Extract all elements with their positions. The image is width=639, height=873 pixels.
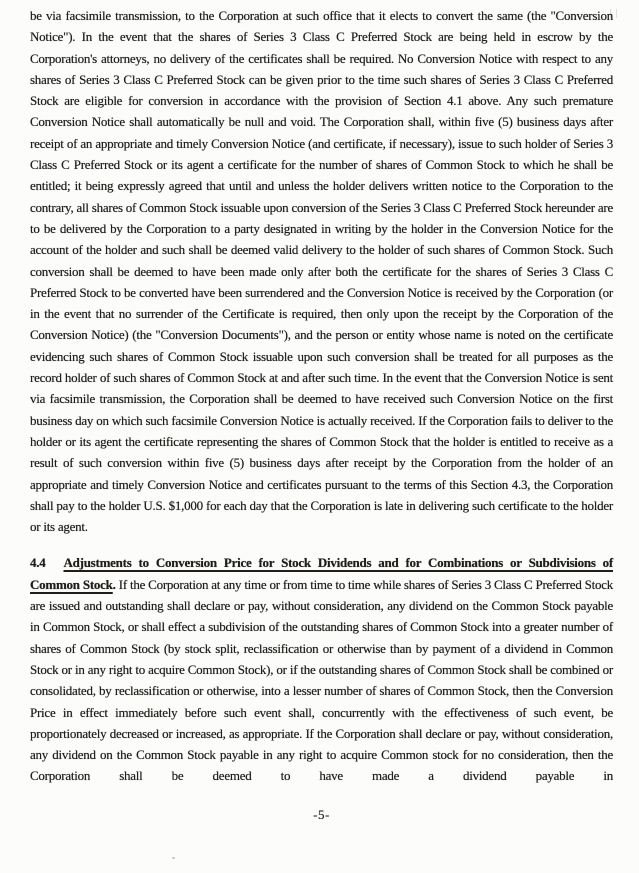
section-body-text: If the Corporation at any time or from time to time while shares of Series 3 Class C Preferred Stock are issued and outstanding shall declare or pay, without consideration, any dividend on the Common Stock payable in Common Stock, or shall effect a subdivision of the outstanding shares of Common Stock into a greater number of shares of Common Stock (by stock split, reclassification or otherwise than by payment of a dividend in Common Stock or in any right to acquire Common Stock), or if the outstanding shares of Common Stock shall be combined or consolidated, by reclassification or otherwise, into a lesser number of shares of Common Stock, then the Conversion Price in effect immediately before such event shall, concurrently with the effectiveness of such event, be proportionately decreased or increased, as appropriate. If the Corporation shall declare or pay, without consideration, any dividend on the Common Stock payable in any right to acquire Common stock for no consideration, then the Corporation shall be deemed to have made a dividend payable in [30, 576, 614, 784]
section-heading: Adjustments to Conversion Price for Stock Dividends and for Combinations or Subdivisions of Common Stock [30, 555, 613, 592]
section-4-4-paragraph [30, 552, 613, 786]
section-heading-period: . [112, 576, 119, 592]
section-number: 4.4 [30, 555, 46, 571]
text-block [30, 5, 613, 825]
paragraph-conversion-notice: be via facsimile transmission, to the Corporation at such office that it elects to convert the same (the "Conversion Notice"). In the event that the shares of Series 3 Class C Preferred Stock are being held in escrow by the Corporation's attorneys, no delivery of the certificates shall be required. No Conversion Notice with respect to any shares of Series 3 Class C Preferred Stock can be given prior to the time such shares of Series 3 Class C Preferred Stock are eligible for conversion in accordance with the provision of Section 4.1 above. Any such premature Conversion Notice shall automatically be null and void. The Corporation shall, within five (5) business days after receipt of an appropriate and timely Conversion Notice (and certificate, if necessary), issue to such holder of Series 3 Class C Preferred Stock or its agent a certificate for the number of shares of Common Stock to which he shall be entitled; it being expressly agreed that until and unless the holder delivers written notice to the Corporation to the contrary, all shares of Common Stock issuable upon conversion of the Series 3 Class C Preferred Stock hereunder are to be delivered by the Corporation to a party designated in writing by the holder in the Conversion Notice for the account of the holder and such shall be deemed valid delivery to the holder of such shares of Common Stock. Such conversion shall be deemed to have been made only after both the certificate for the shares of Series 3 Class C Preferred Stock to be converted have been surrendered and the Conversion Notice is received by the Corporation (or in the event that no surrender of the Certificate is required, then only upon the receipt by the Corporation of the Conversion Notice) (the "Conversion Documents"), and the person or entity whose name is noted on the certificate evidencing such shares of Common Stock issuable upon such conversion shall be treated for all purposes as the record holder of such shares of Common Stock at and after such time. In the event that the Conversion Notice is sent via facsimile transmission, the Corporation shall be deemed to have received such Conversion Notice on the first business day on which such facsimile Conversion Notice is actually received. If the Corporation fails to deliver to the holder or its agent the certificate representing the shares of Common Stock that the holder is entitled to receive as a result of such conversion within five (5) business days after receipt by the Corporation from the holder of an appropriate and timely Conversion Notice and certificates pursuant to the terms of this Section 4.3, the Corporation shall pay to the holder U.S. $1,000 for each day that the Corporation is late in delivering such certificate to the holder or its agent. [30, 8, 613, 535]
page-number: -5- [313, 806, 330, 822]
scan-artifact [172, 857, 175, 859]
